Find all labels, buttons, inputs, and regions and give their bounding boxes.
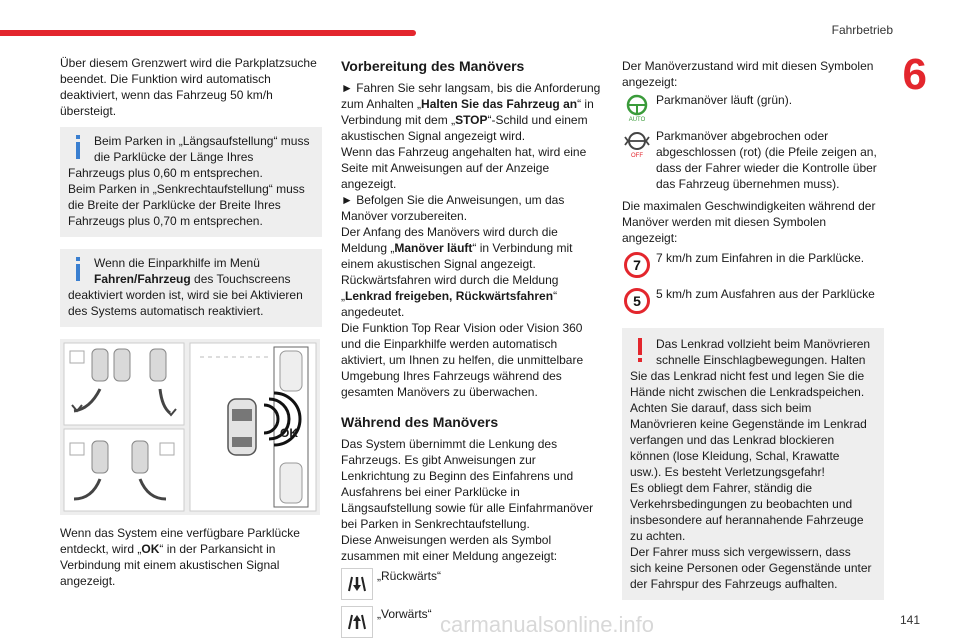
text-speed-intro: Die maximalen Geschwindigkeiten während der Manöver werden mit diesen Symbolen angezeigt: xyxy=(622,199,876,245)
heading-preparation: Vorbereitung des Manövers xyxy=(341,58,525,74)
speed-7-text: 7 km/h zum Einfahren in die Parklücke. xyxy=(656,251,865,265)
column-1 xyxy=(60,55,322,589)
warning-text-steering: Das Lenkrad vollzieht beim Manövrieren schnelle Einschlagbewegungen. Halten Sie das Lenkrad nicht fest und legen Sie die Hände nicht zwischen die Lenkradspeichen. xyxy=(630,337,871,399)
header-red-bar xyxy=(0,30,416,36)
column-2 xyxy=(341,58,605,644)
column-3 xyxy=(622,58,884,600)
reverse-arrow-icon xyxy=(341,568,373,600)
info-box-dimensions xyxy=(60,127,322,237)
info-box-reactivation xyxy=(60,249,322,327)
speed-5-icon: 5 xyxy=(622,286,652,316)
text-steering: Das System übernimmt die Lenkung des Fahrzeugs. Es gibt Anweisungen zur Lenkrichtung zu Beginn des Einfahrens und Ausfahrens bei einer Parklücke in Längsaufstellung sowie für alle Einfahrmanöver bei Parken in Senkrechtaufstellung. xyxy=(341,437,594,531)
warning-text-objects: Achten Sie darauf, dass sich beim Manövrieren keine Gegenstände im Lenkrad verfangen und das Lenkrad blockieren können (lose Kleidung, Schal, Krawatte usw.). Es besteht Verletzungsgefahr! xyxy=(630,401,867,479)
section-title: Fahrbetrieb xyxy=(831,23,893,37)
status-row-auto xyxy=(622,92,884,122)
warning-box xyxy=(622,328,884,600)
auto-icon-label: AUTO xyxy=(628,117,646,122)
forward-arrow-icon xyxy=(341,606,373,638)
warning-text-traffic: Es obliegt dem Fahrer, ständig die Verkehrsbedingungen zu beobachten und insbesondere auf herannahende Fahrzeuge zu achten. xyxy=(630,481,864,543)
info-icon xyxy=(68,133,90,161)
step-stop: ► Fahren Sie sehr langsam, bis die Anforderung zum Anhalten „Halten Sie das Fahrzeug an“ in Verbindung mit dem „STOP“-Schild und einem akustischen Signal angezeigt wird. xyxy=(341,81,601,143)
step-follow: ► Befolgen Sie die Anweisungen, um das Manöver vorzubereiten. xyxy=(341,193,565,223)
status-row-off xyxy=(622,128,884,192)
warning-icon xyxy=(630,336,652,366)
info-text-longitudinal: Beim Parken in „Längsaufstellung“ muss die Parklücke der Länge Ihres Fahrzeugs plus 0,60 m entsprechen. xyxy=(68,134,310,180)
paragraph-limit: Über diesem Grenzwert wird die Parkplatzsuche beendet. Die Funktion wird automatisch deaktiviert, wenn das Fahrzeug 50 km/h übersteigt. xyxy=(60,56,317,118)
text-maneuver-start: Der Anfang des Manövers wird durch die Meldung „Manöver läuft“ in Verbindung mit einem akustischen Signal angezeigt. xyxy=(341,225,573,271)
status-off-text: Parkmanöver abgebrochen oder abgeschlossen (rot) (die Pfeile zeigen an, dass der Fahrer wieder die Kontrolle über das Fahrzeug übernehmen muss). xyxy=(656,129,877,191)
heading-during: Während des Manövers xyxy=(341,414,499,430)
steering-off-icon xyxy=(622,128,652,158)
text-symbols: Diese Anweisungen werden als Symbol zusammen mit einer Meldung angezeigt: xyxy=(341,533,558,563)
off-icon-label: OFF xyxy=(631,153,643,158)
watermark: carmanualsonline.info xyxy=(440,612,655,637)
status-auto-text: Parkmanöver läuft (grün). xyxy=(656,93,793,107)
speed-7-icon: 7 xyxy=(622,250,652,280)
parking-illustration xyxy=(60,339,320,515)
warning-text-persons: Der Fahrer muss sich vergewissern, dass sich keine Personen oder Gegenstände unter der Fahrspur des Fahrzeugs aufhalten. xyxy=(630,545,872,591)
info-icon xyxy=(68,255,90,283)
page-number: 141 xyxy=(899,613,920,627)
speed-row-5 xyxy=(622,286,884,316)
label-forward: „Vorwärts“ xyxy=(377,607,432,621)
label-reverse: „Rückwärts“ xyxy=(377,569,442,583)
info-text-perpendicular: Beim Parken in „Senkrechtaufstellung“ muss die Breite der Parklücke der Breite Ihres Fahrzeugs plus 0,70 m entsprechen. xyxy=(68,182,305,228)
text-reverse: Rückwärtsfahren wird durch die Meldung „Lenkrad freigeben, Rückwärtsfahren“ angedeutet. xyxy=(341,273,559,319)
paragraph-ok: Wenn das System eine verfügbare Parklücke entdeckt, wird „OK“ in der Parkansicht in Verbindung mit einem akustischen Signal angezeigt. xyxy=(60,526,300,588)
text-instructions-page: Wenn das Fahrzeug angehalten hat, wird eine Seite mit Anweisungen auf der Anzeige angezeigt. xyxy=(341,145,587,191)
info-text-reactivation: Wenn die Einparkhilfe im Menü Fahren/Fahrzeug des Touchscreens deaktiviert worden ist, wird sie bei Aktivieren des Systems automatisch reaktiviert. xyxy=(68,256,303,318)
speed-5-text: 5 km/h zum Ausfahren aus der Parklücke xyxy=(656,287,875,301)
chapter-number: 6 xyxy=(902,50,927,99)
steering-auto-icon xyxy=(622,92,652,122)
text-status-intro: Der Manöverzustand wird mit diesen Symbolen angezeigt: xyxy=(622,59,874,89)
speed-row-7 xyxy=(622,250,884,280)
ok-label: OK xyxy=(280,426,298,440)
text-vision: Die Funktion Top Rear Vision oder Vision 360 und die Einparkhilfe werden automatisch aktiviert, um Ihnen zu helfen, die unmittelbare Umgebung Ihres Fahrzeugs während des gesamten Manövers zu überwachen. xyxy=(341,321,584,399)
symbol-row-reverse xyxy=(341,568,605,600)
